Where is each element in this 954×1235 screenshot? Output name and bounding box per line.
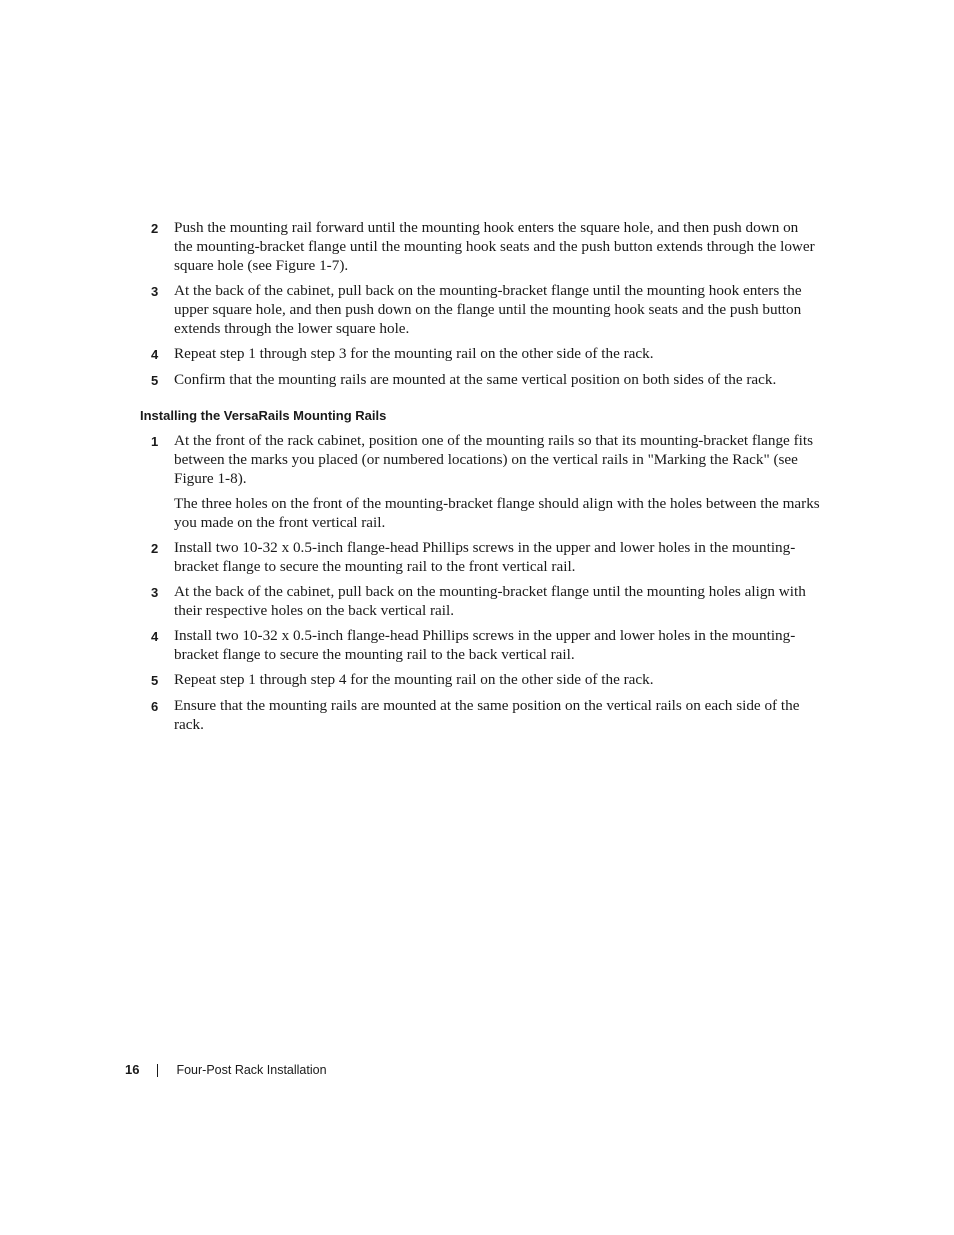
step-paragraph: Install two 10-32 x 0.5-inch flange-head Phillips screws in the upper and lower holes in the mounting-bracket flange to secure the mounting rail to the back vertical rail. <box>174 627 796 663</box>
step-item <box>140 431 820 532</box>
steps-list-versarails <box>140 431 820 740</box>
step-text <box>174 626 820 664</box>
step-number: 4 <box>151 347 159 362</box>
step-paragraph: The three holes on the front of the mounting-bracket flange should align with the holes between the marks you made on the front vertical rail. <box>174 495 820 531</box>
step-text <box>174 218 820 275</box>
step-item <box>140 370 820 390</box>
page-footer <box>125 1061 327 1079</box>
footer-divider <box>157 1064 158 1077</box>
step-number: 5 <box>151 373 159 388</box>
step-number: 4 <box>151 629 159 644</box>
step-paragraph: At the back of the cabinet, pull back on the mounting-bracket flange until the mounting hook enters the upper square hole, and then push down on the flange until the mounting hook seats and the push button extends through the lower square hole. <box>174 282 802 337</box>
step-item <box>140 670 820 690</box>
step-text <box>174 431 820 532</box>
step-paragraph: Repeat step 1 through step 4 for the mounting rail on the other side of the rack. <box>174 671 654 688</box>
page-number: 16 <box>125 1062 140 1077</box>
step-paragraph: Push the mounting rail forward until the mounting hook enters the square hole, and then push down on the mounting-bracket flange until the mounting hook seats and the push button extends through the lower square hole (see Figure 1-7). <box>174 219 815 274</box>
step-text <box>174 582 820 620</box>
step-paragraph: At the front of the rack cabinet, position one of the mounting rails so that its mounting-bracket flange fits between the marks you placed (or numbered locations) on the vertical rails in "Marking the Rack" (see Figure 1-8). <box>174 432 813 487</box>
step-number: 1 <box>151 434 159 449</box>
step-text <box>174 696 820 734</box>
step-number: 3 <box>151 585 159 600</box>
step-text <box>174 281 820 338</box>
step-paragraph: Confirm that the mounting rails are mounted at the same vertical position on both sides of the rack. <box>174 371 777 388</box>
step-paragraph: At the back of the cabinet, pull back on the mounting-bracket flange until the mounting holes align with their respective holes on the back vertical rail. <box>174 583 806 619</box>
step-number: 3 <box>151 284 159 299</box>
step-item <box>140 538 820 576</box>
step-text <box>174 670 820 689</box>
step-text <box>174 538 820 576</box>
footer-section-title: Four-Post Rack Installation <box>176 1063 327 1077</box>
step-paragraph: Install two 10-32 x 0.5-inch flange-head Phillips screws in the upper and lower holes in the mounting-bracket flange to secure the mounting rail to the front vertical rail. <box>174 539 796 575</box>
step-item <box>140 344 820 364</box>
step-text <box>174 370 820 389</box>
step-number: 2 <box>151 541 159 556</box>
step-item <box>140 281 820 338</box>
step-item <box>140 582 820 620</box>
step-text <box>174 344 820 363</box>
step-item <box>140 696 820 734</box>
step-item <box>140 626 820 664</box>
step-paragraph: Ensure that the mounting rails are mounted at the same position on the vertical rails on each side of the rack. <box>174 697 800 733</box>
step-paragraph: Repeat step 1 through step 3 for the mounting rail on the other side of the rack. <box>174 345 654 362</box>
step-number: 2 <box>151 221 159 236</box>
step-number: 6 <box>151 699 159 714</box>
steps-list-continued <box>140 218 820 396</box>
section-heading: Installing the VersaRails Mounting Rails <box>140 408 387 423</box>
step-number: 5 <box>151 673 159 688</box>
step-item <box>140 218 820 275</box>
